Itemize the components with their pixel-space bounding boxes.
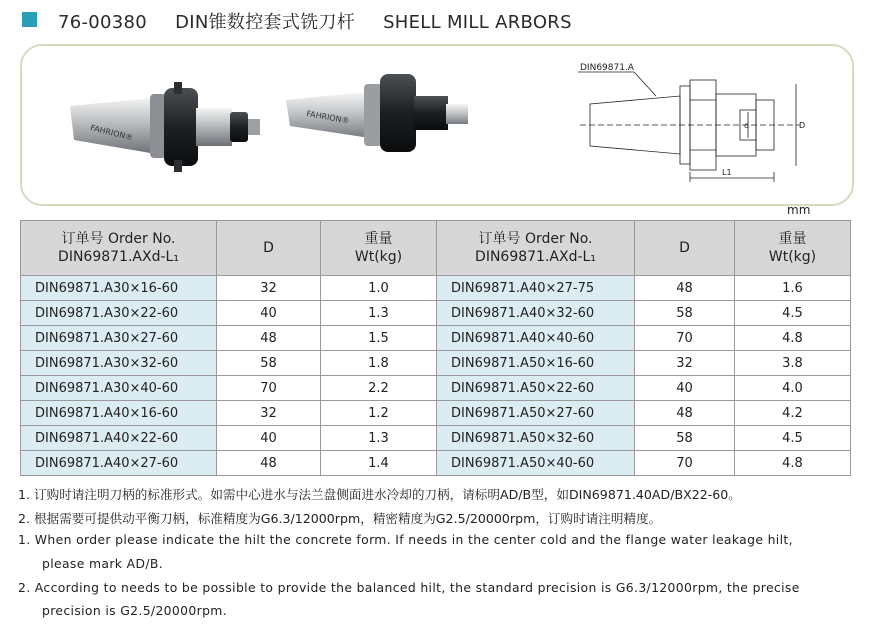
table-row [21,376,851,401]
order-code-cell: DIN69871.A40×16-60 [21,401,217,426]
table-row [21,276,851,301]
header-order-no: 订单号 Order No. DIN69871.AXd-L₁ [21,221,217,276]
d-cell: 32 [217,276,321,301]
weight-cell: 1.6 [735,276,851,301]
order-code-cell: DIN69871.A40×27-75 [437,276,635,301]
note-en-2a: 2. According to needs to be possible to provide the balanced hilt, the standard precision is G6.3/12000rpm, the precise [18,580,800,595]
table-row [21,326,851,351]
weight-cell: 4.5 [735,426,851,451]
table-row [21,351,851,376]
weight-cell: 4.2 [735,401,851,426]
weight-cell: 1.4 [321,451,437,476]
note-en-1a: 1. When order please indicate the hilt the concrete form. If needs in the center cold and the flange water leakage hilt, [18,532,793,547]
note-cn-1: 1. 订购时请注明刀柄的标准形式。如需中心进水与法兰盘侧面进水冷却的刀柄，请标明AD/B型，如DIN69871.40AD/BX22-60。 [18,487,741,502]
order-code-cell: DIN69871.A50×27-60 [437,401,635,426]
technical-drawing [570,60,840,190]
order-code-cell: DIN69871.A30×27-60 [21,326,217,351]
table-row [21,451,851,476]
header-order-no-2: 订单号 Order No. DIN69871.AXd-L₁ [437,221,635,276]
title-en: SHELL MILL ARBORS [383,12,572,33]
product-code: 76-00380 [58,12,148,33]
order-code-cell: DIN69871.A30×32-60 [21,351,217,376]
d-cell: 32 [635,351,735,376]
weight-cell: 1.0 [321,276,437,301]
order-code-cell: DIN69871.A50×40-60 [437,451,635,476]
note-en-1b: please mark AD/B. [42,556,163,571]
d-cell: 58 [635,426,735,451]
brand-label-right: FAHRION® [305,109,351,126]
d-cell: 48 [217,326,321,351]
tool-photo-left [64,68,274,188]
dim-L1-label: L1 [722,168,732,177]
weight-cell: 1.3 [321,301,437,326]
drawing-standard-label: DIN69871.A [580,63,634,73]
order-code-cell: DIN69871.A50×32-60 [437,426,635,451]
weight-cell: 4.8 [735,451,851,476]
d-cell: 70 [635,451,735,476]
header-weight: 重量 Wt(kg) [321,221,437,276]
d-cell: 48 [217,451,321,476]
header-d-2: D [635,221,735,276]
d-cell: 58 [217,351,321,376]
note-en-2b: precision is G2.5/20000rpm. [42,603,227,618]
order-code-cell: DIN69871.A40×40-60 [437,326,635,351]
d-cell: 40 [217,426,321,451]
order-code-cell: DIN69871.A30×22-60 [21,301,217,326]
weight-cell: 3.8 [735,351,851,376]
dim-d-label: d [744,121,750,130]
weight-cell: 2.2 [321,376,437,401]
weight-cell: 1.5 [321,326,437,351]
page-title [58,8,572,34]
tool-photo-right [284,64,494,174]
weight-cell: 4.8 [735,326,851,351]
order-code-cell: DIN69871.A40×27-60 [21,451,217,476]
table-row [21,301,851,326]
weight-cell: 1.3 [321,426,437,451]
order-code-cell: DIN69871.A30×40-60 [21,376,217,401]
d-cell: 70 [635,326,735,351]
product-image-panel [20,44,854,206]
weight-cell: 1.2 [321,401,437,426]
weight-cell: 4.5 [735,301,851,326]
d-cell: 70 [217,376,321,401]
d-cell: 58 [635,301,735,326]
order-code-cell: DIN69871.A40×22-60 [21,426,217,451]
order-code-cell: DIN69871.A30×16-60 [21,276,217,301]
header-d: D [217,221,321,276]
d-cell: 40 [217,301,321,326]
table-row [21,426,851,451]
order-code-cell: DIN69871.A50×22-60 [437,376,635,401]
spec-table [20,220,851,476]
d-cell: 48 [635,276,735,301]
weight-cell: 1.8 [321,351,437,376]
table-row [21,401,851,426]
weight-cell: 4.0 [735,376,851,401]
table-header-row [21,221,851,276]
d-cell: 32 [217,401,321,426]
d-cell: 48 [635,401,735,426]
d-cell: 40 [635,376,735,401]
title-cn: DIN锥数控套式铣刀杆 [175,12,356,33]
unit-label: mm [787,203,811,217]
brand-label-left: FAHRION® [89,123,134,143]
order-code-cell: DIN69871.A50×16-60 [437,351,635,376]
title-marker [22,12,37,27]
order-code-cell: DIN69871.A40×32-60 [437,301,635,326]
dim-D-label: D [799,121,806,130]
note-cn-2: 2. 根据需要可提供动平衡刀柄，标准精度为G6.3/12000rpm，精密精度为G2.5/20000rpm，订购时请注明精度。 [18,511,662,526]
header-weight-2: 重量 Wt(kg) [735,221,851,276]
